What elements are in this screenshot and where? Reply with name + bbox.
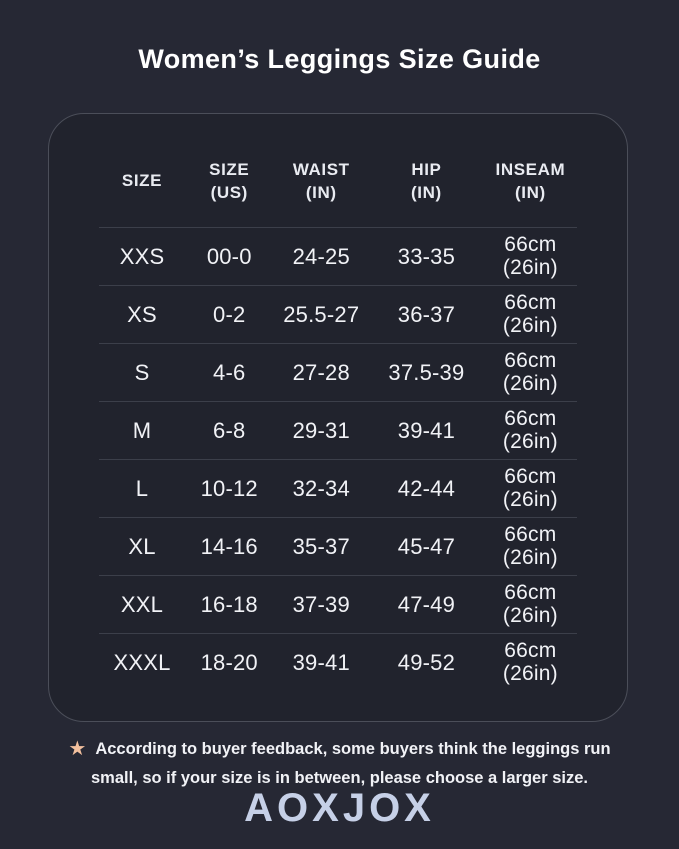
cell-inseam-in: (26in) (502, 255, 558, 279)
cell-inseam (484, 640, 577, 685)
brand-logo: AOXJOX (244, 786, 435, 830)
cell-waist: 29-31 (292, 417, 350, 443)
table-row-l (49, 460, 627, 517)
page-title: Women’s Leggings Size Guide (138, 44, 541, 74)
cell-inseam-in: (26in) (502, 603, 558, 627)
column-header-hip (369, 159, 484, 205)
cell-waist: 32-34 (292, 475, 350, 501)
cell-inseam-in: (26in) (502, 313, 558, 337)
column-header-waist-line1: WAIST (292, 159, 350, 179)
column-header-size-us (185, 159, 273, 205)
table-row-xl (49, 518, 627, 575)
cell-waist: 25.5-27 (283, 301, 360, 327)
table-row-xxxl (49, 634, 627, 691)
cell-inseam (484, 350, 577, 395)
table-row-xs (49, 286, 627, 343)
cell-inseam-cm: 66cm (504, 581, 557, 605)
cell-inseam-cm: 66cm (504, 233, 557, 257)
column-header-hip-line1: HIP (411, 159, 442, 179)
cell-hip: 45-47 (397, 533, 456, 559)
table-row-s (49, 344, 627, 401)
table-row-xxs (49, 228, 627, 285)
cell-inseam-in: (26in) (502, 429, 558, 453)
cell-size: XXL (120, 591, 164, 617)
cell-inseam-cm: 66cm (504, 523, 557, 547)
cell-inseam-cm: 66cm (504, 349, 557, 373)
table-row-m (49, 402, 627, 459)
table-header-row (49, 114, 627, 227)
cell-inseam-in: (26in) (502, 545, 558, 569)
cell-size-us: 0-2 (213, 301, 246, 327)
cell-size-us: 6-8 (213, 417, 246, 443)
table-row-xxl (49, 576, 627, 633)
cell-waist: 27-28 (292, 359, 350, 385)
cell-size: L (135, 475, 149, 501)
column-header-inseam-line1: INSEAM (495, 159, 566, 179)
note-line2: small, so if your size is in between, please choose a larger size. (90, 769, 589, 788)
cell-size-us: 18-20 (200, 649, 258, 675)
cell-hip: 47-49 (397, 591, 456, 617)
column-header-size-line1: SIZE (121, 171, 163, 191)
cell-hip: 36-37 (397, 301, 456, 327)
column-header-hip-line2: (IN) (411, 182, 442, 202)
cell-size: XS (127, 301, 157, 327)
cell-size: XL (128, 533, 156, 559)
cell-inseam (484, 292, 577, 337)
cell-waist: 37-39 (292, 591, 350, 617)
cell-waist: 39-41 (292, 649, 350, 675)
cell-size: M (132, 417, 152, 443)
size-guide-panel (48, 113, 628, 722)
cell-inseam-in: (26in) (502, 371, 558, 395)
cell-size-us: 14-16 (200, 533, 258, 559)
cell-inseam-in: (26in) (502, 661, 558, 685)
cell-waist: 35-37 (292, 533, 350, 559)
column-header-inseam (484, 159, 577, 205)
cell-hip: 33-35 (397, 243, 456, 269)
cell-inseam-in: (26in) (502, 487, 558, 511)
note-line1: According to buyer feedback, some buyers think the leggings run (95, 740, 611, 758)
cell-inseam (484, 582, 577, 627)
cell-inseam-cm: 66cm (504, 465, 557, 489)
cell-inseam-cm: 66cm (504, 407, 557, 431)
star-icon: ★ (68, 738, 87, 760)
cell-inseam (484, 466, 577, 511)
column-header-size (99, 170, 185, 193)
cell-inseam-cm: 66cm (504, 291, 557, 315)
cell-size: XXS (119, 243, 165, 269)
cell-size-us: 16-18 (200, 591, 258, 617)
column-header-waist (273, 159, 369, 205)
cell-size: S (134, 359, 150, 385)
cell-hip: 42-44 (397, 475, 456, 501)
cell-size-us: 4-6 (213, 359, 246, 385)
cell-inseam (484, 524, 577, 569)
cell-size: XXXL (113, 649, 171, 675)
cell-inseam (484, 234, 577, 279)
cell-size-us: 10-12 (200, 475, 258, 501)
column-header-waist-line2: (IN) (305, 182, 337, 202)
cell-size-us: 00-0 (206, 243, 252, 269)
cell-waist: 24-25 (292, 243, 350, 269)
cell-hip: 39-41 (397, 417, 456, 443)
column-header-inseam-line2: (IN) (515, 182, 546, 202)
column-header-size-us-line1: SIZE (209, 159, 250, 179)
cell-hip: 49-52 (397, 649, 456, 675)
column-header-size-us-line2: (US) (210, 182, 248, 202)
cell-inseam (484, 408, 577, 453)
buyer-feedback-note (0, 733, 679, 792)
cell-hip: 37.5-39 (388, 359, 465, 385)
cell-inseam-cm: 66cm (504, 639, 557, 663)
